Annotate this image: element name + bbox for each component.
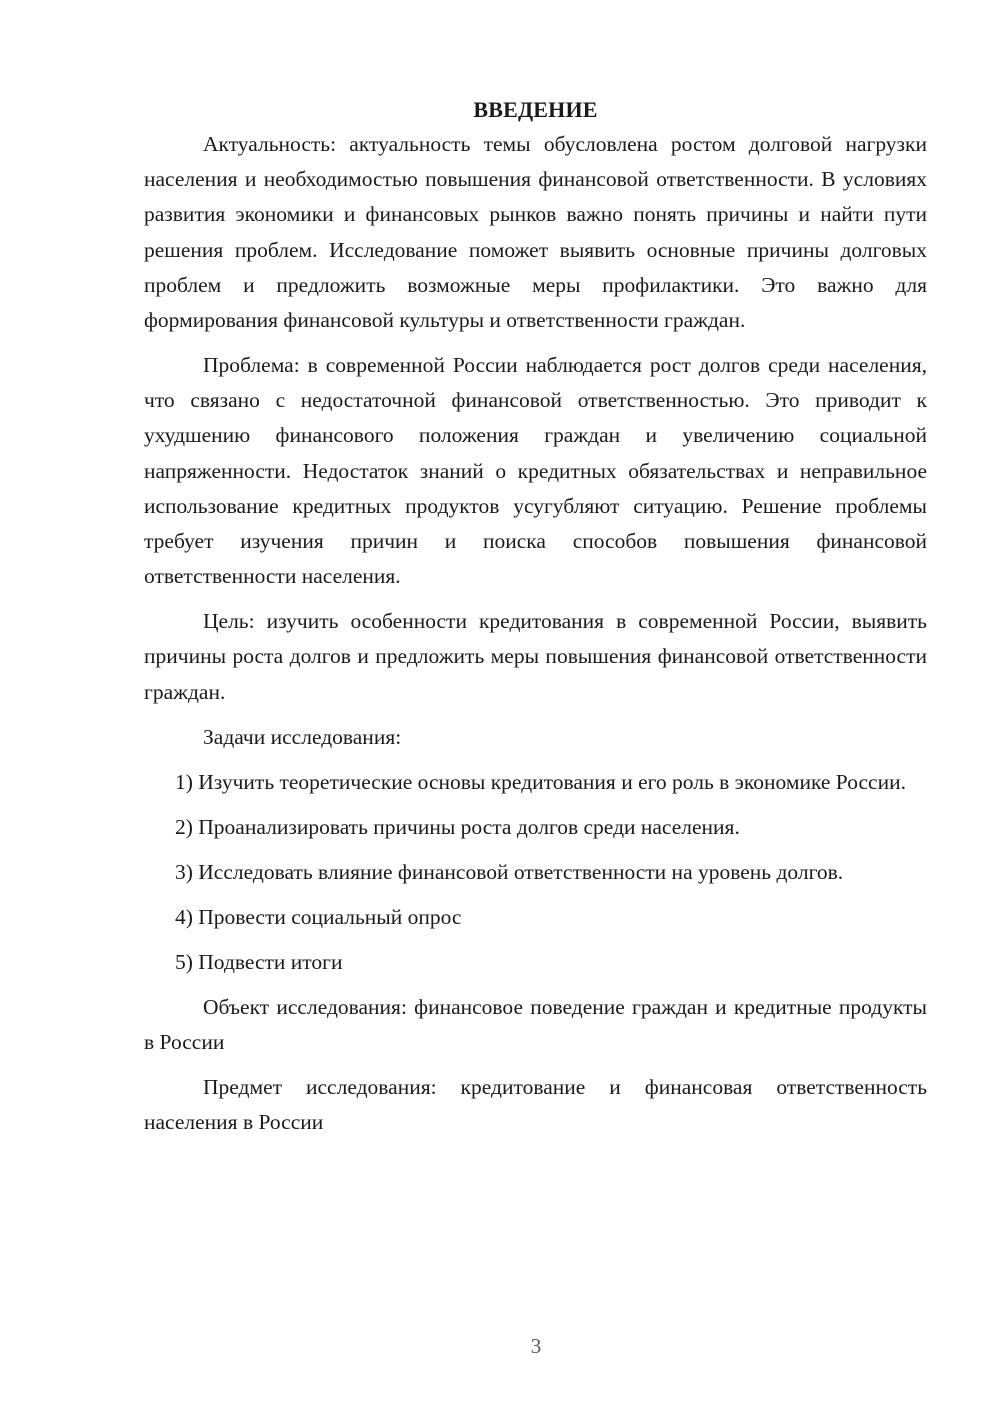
relevance-paragraph: Актуальность: актуальность темы обусловлена ростом долговой нагрузки населения и необходимостью повышения финансовой ответственности. В условиях развития экономики и финансовых рынков важно понять причины и найти пути решения проблем. Исследование поможет выявить основные причины долговых проблем и предложить возможные меры профилактики. Это важно для формирования финансовой культуры и ответственности граждан. bbox=[144, 132, 927, 333]
subject-paragraph: Предмет исследования: кредитование и финансовая ответственность населения в России bbox=[144, 1074, 927, 1135]
document-page bbox=[144, 92, 927, 1150]
problem-paragraph: Проблема: в современной России наблюдается рост долгов среди населения, что связано с недостаточной финансовой ответственностью. Это приводит к ухудшению финансового положения граждан и увеличению социальной напряженности. Недостаток знаний о кредитных обязательствах и неправильное использование кредитных продуктов усугубляют ситуацию. Решение проблемы требует изучения причин и поиска способов повышения финансовой ответственности населения. bbox=[144, 353, 927, 589]
task-item-3: 3) Исследовать влияние финансовой ответственности на уровень долгов. bbox=[175, 859, 844, 884]
section-title: ВВЕДЕНИЕ bbox=[473, 97, 598, 122]
task-item-5: 5) Подвести итоги bbox=[175, 949, 343, 974]
page-number: 3 bbox=[530, 1334, 542, 1358]
task-item-2: 2) Проанализировать причины роста долгов среди населения. bbox=[175, 814, 740, 839]
tasks-heading: Задачи исследования: bbox=[203, 724, 402, 749]
goal-paragraph: Цель: изучить особенности кредитования в современной России, выявить причины роста долгов и предложить меры повышения финансовой ответственности граждан. bbox=[144, 609, 927, 704]
task-item-1: 1) Изучить теоретические основы кредитования и его роль в экономике России. bbox=[175, 769, 906, 794]
task-item-4: 4) Провести социальный опрос bbox=[175, 904, 462, 929]
object-paragraph: Объект исследования: финансовое поведение граждан и кредитные продукты в России bbox=[144, 994, 927, 1054]
